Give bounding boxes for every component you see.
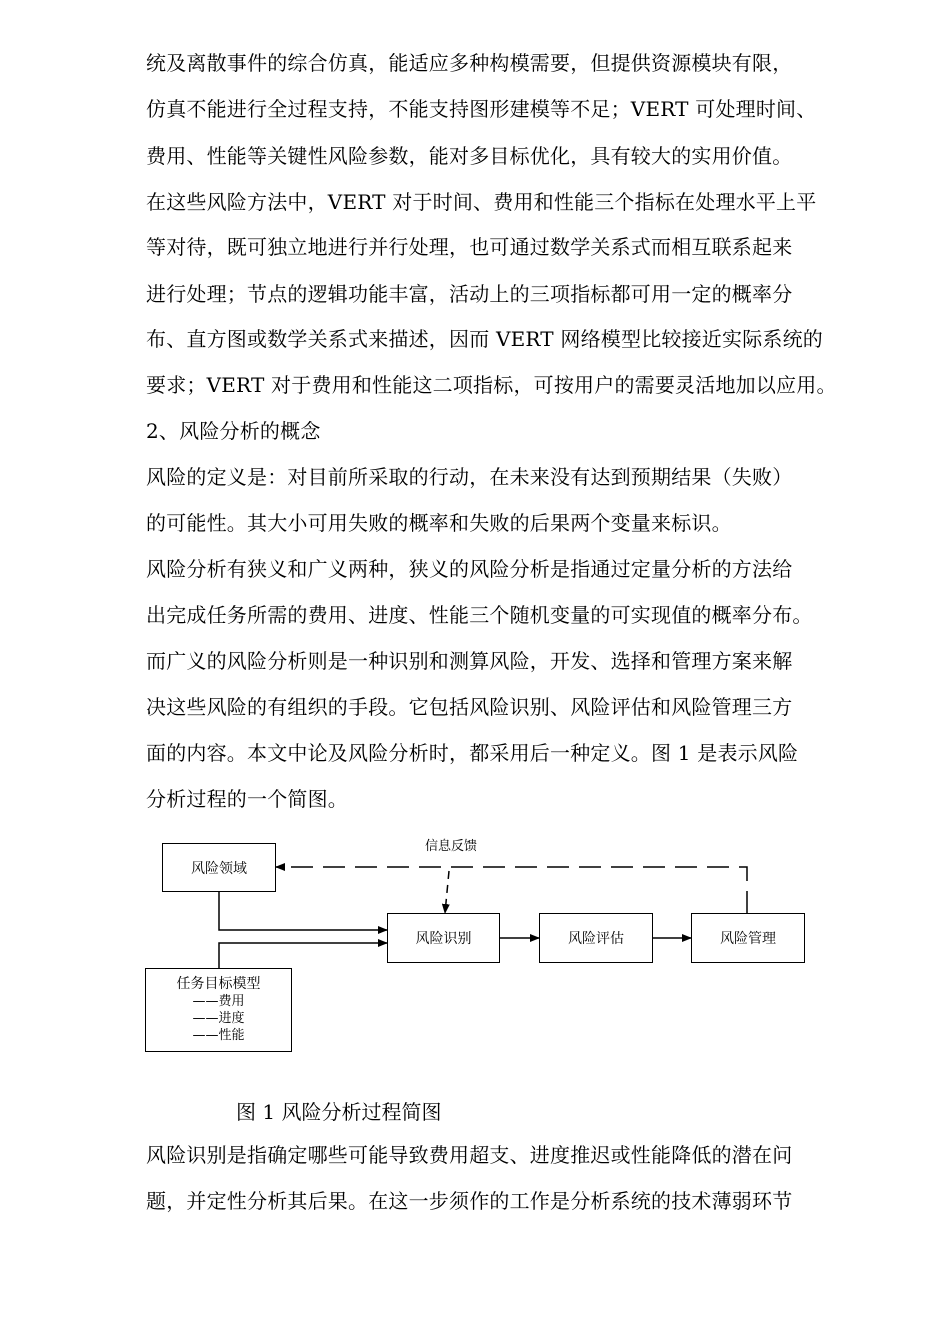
task-model-title: 任务目标模型 (176, 976, 261, 992)
risk-identification-label: 风险识别 (415, 931, 472, 947)
risk-management-label: 风险管理 (720, 931, 776, 947)
text-line: 要求；VERT 对于费用和性能这二项指标，可按用户的需要灵活地加以应用。 (146, 373, 837, 397)
text-line: 风险识别是指确定哪些可能导致费用超支、进度推迟或性能降低的潜在问 (146, 1143, 793, 1167)
task-model-item: ——费用 (192, 994, 245, 1009)
text-line: 统及离散事件的综合仿真，能适应多种构模需要，但提供资源模块有限， (146, 51, 793, 75)
text-line: 仿真不能进行全过程支持，不能支持图形建模等不足；VERT 可处理时间、 (146, 97, 817, 121)
feedback-dashed-line (276, 867, 747, 913)
text-line: 进行处理；节点的逻辑功能丰富，活动上的三项指标都可用一定的概率分 (146, 282, 793, 306)
task-model-box (145, 968, 292, 1052)
risk-identification-box (387, 913, 500, 963)
section-heading: 2、风险分析的概念 (146, 419, 321, 443)
risk-domain-box (162, 843, 276, 892)
text-line: 风险的定义是：对目前所采取的行动，在未来没有达到预期结果（失败） (146, 465, 793, 489)
text-line: 决这些风险的有组织的手段。它包括风险识别、风险评估和风险管理三方 (146, 695, 793, 719)
risk-assessment-label: 风险评估 (568, 931, 624, 947)
text-line: 出完成任务所需的费用、进度、性能三个随机变量的可实现值的概率分布。 (146, 603, 813, 627)
text-line: 布、直方图或数学关系式来描述，因而 VERT 网络模型比较接近实际系统的 (146, 327, 824, 351)
feedback-branch-line (445, 871, 449, 913)
risk-domain-label: 风险领域 (191, 860, 247, 877)
task-model-item: ——性能 (192, 1028, 245, 1043)
task-model-item: ——进度 (192, 1011, 245, 1026)
text-line: 面的内容。本文中论及风险分析时，都采用后一种定义。图 1 是表示风险 (146, 741, 799, 765)
figure-caption: 图 1 风险分析过程简图 (236, 1100, 442, 1124)
text-line: 而广义的风险分析则是一种识别和测算风险，开发、选择和管理方案来解 (146, 649, 793, 673)
text-line: 费用、性能等关键性风险参数，能对多目标优化，具有较大的实用价值。 (146, 144, 793, 168)
domain-to-identification-arrow (219, 892, 387, 930)
text-line: 在这些风险方法中，VERT 对于时间、费用和性能三个指标在处理水平上平 (146, 190, 817, 214)
task-to-identification-arrow (219, 943, 387, 968)
risk-assessment-box (539, 913, 653, 963)
text-line: 等对待，既可独立地进行并行处理，也可通过数学关系式而相互联系起来 (146, 235, 793, 259)
text-line: 的可能性。其大小可用失败的概率和失败的后果两个变量来标识。 (146, 511, 732, 535)
feedback-label: 信息反馈 (425, 839, 478, 854)
text-line: 分析过程的一个简图。 (146, 787, 348, 811)
text-line: 风险分析有狭义和广义两种，狭义的风险分析是指通过定量分析的方法给 (146, 557, 793, 581)
risk-management-box (691, 913, 805, 963)
text-line: 题，并定性分析其后果。在这一步须作的工作是分析系统的技术薄弱环节 (146, 1189, 793, 1213)
